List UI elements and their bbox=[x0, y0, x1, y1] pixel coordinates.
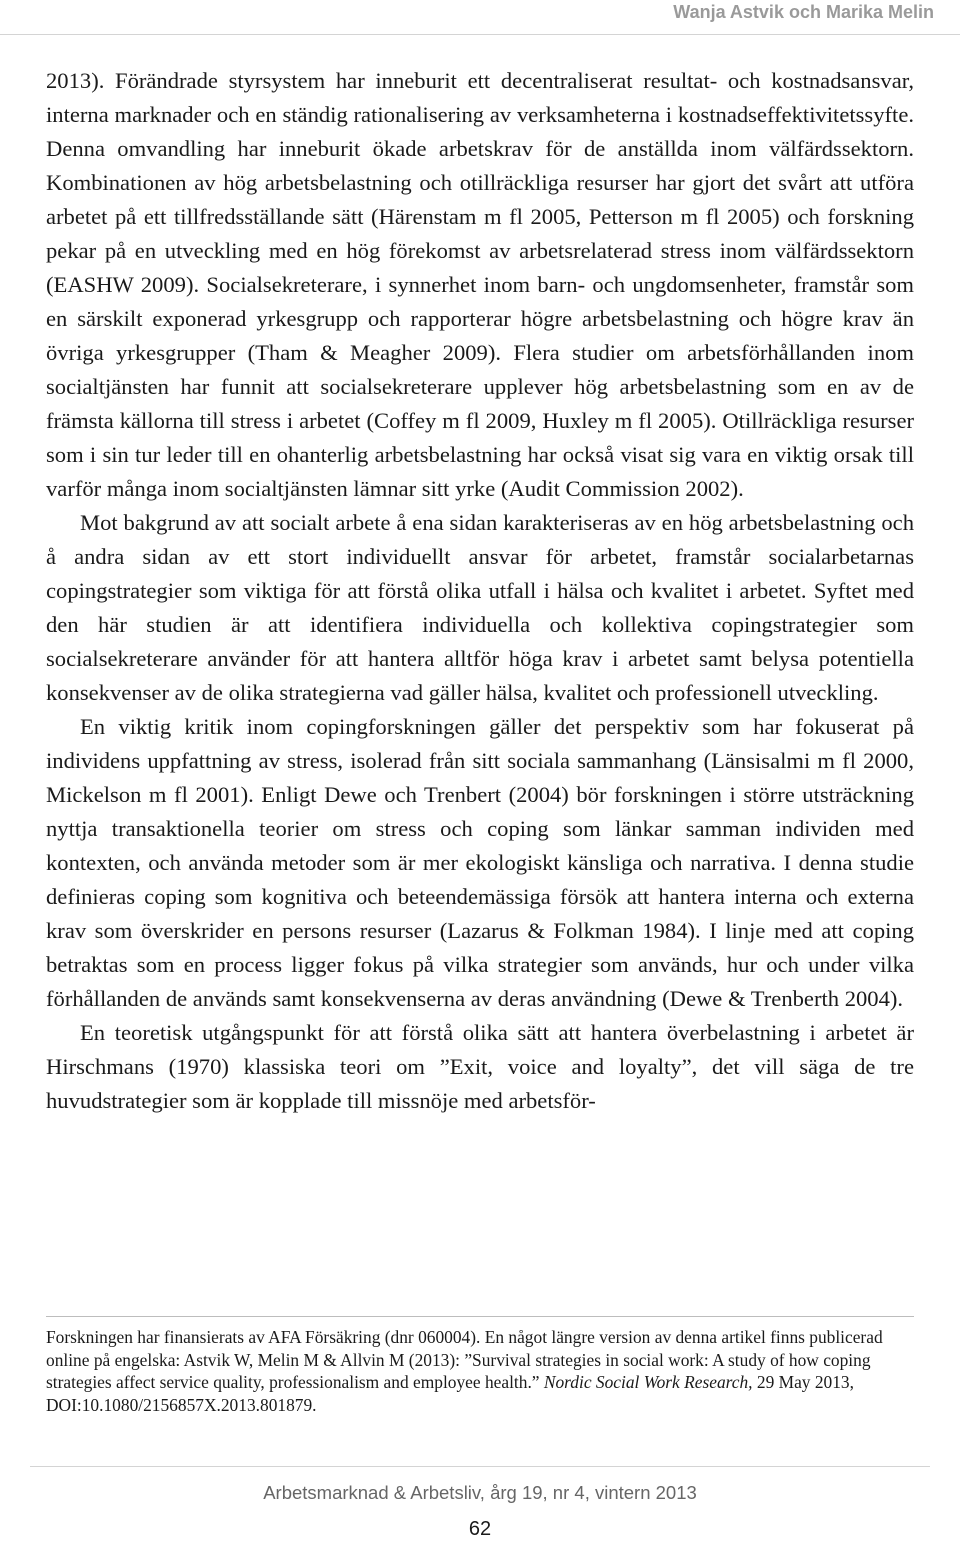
footnote-citation: 29 May 2013, DOI:10.1080/2156857X.2013.801879. bbox=[46, 1372, 854, 1415]
page-number: 62 bbox=[468, 1518, 492, 1540]
running-head bbox=[0, 0, 960, 35]
footnote-journal-title: Nordic Social Work Research, bbox=[543, 1372, 753, 1392]
paragraph-3: En viktig kritik inom copingforskningen gäller det perspektiv som har fokuserat på individens uppfattning av stress, isolerad från sitt sociala sammanhang (Länsisalmi m fl 2000, Mickelson m fl 2001). Enligt Dewe och Trenbert (2004) bör forskningen i större utsträckning nyttja transaktionella teorier om stress och coping som länkar samman individen med kontexten, och använda metoder som är mer ekologiskt känsliga och narrativa. I denna studie definieras coping som kognitiva och beteendemässiga försök att hantera interna och externa krav som överskrider en persons resurser (Lazarus & Folkman 1984). I linje med att coping betraktas som en process ligger fokus på vilka strategier som används, hur och under vilka förhållanden de används samt konsekvenserna av deras användning (Dewe & Trenberth 2004). bbox=[46, 714, 914, 1011]
footnote-divider bbox=[46, 1316, 914, 1317]
paragraph-4: En teoretisk utgångspunkt för att förstå olika sätt att hantera överbelastning i arbetet är Hirschmans (1970) klassiska teori om ”Exit, voice and loyalty”, det vill säga de tre huvudstrategier som är kopplade till missnöje med arbetsför- bbox=[46, 1020, 914, 1113]
footnote-text: Forskningen har finansierats av AFA Försäkring (dnr 060004). En något längre version av denna artikel finns publicerad online på engelska: Astvik W, Melin M & Allvin M (2013): ”Survival strategies in social work: A study of how coping strategies affect service quality, professionalism and employee health.” bbox=[46, 1327, 883, 1392]
paragraph-1: 2013). Förändrade styrsystem har inneburit ett decentraliserat resultat- och kostnadsansvar, interna marknader och en ständig rationalisering av verksamheterna i kostnadseffektivitetssyfte. Denna omvandling har inneburit ökade arbetskrav för de anställda inom välfärdssektorn. Kombinationen av hög arbetsbelastning och otillräckliga resurser har gjort det svårt att utföra arbetet på ett tillfredsställande sätt (Härenstam m fl 2005, Petterson m fl 2005) och forskning pekar på en utveckling med en hög förekomst av arbetsrelaterad stress inom välfärdssektorn (EASHW 2009). Socialsekreterare, i synnerhet inom barn- och ungdomsenheter, framstår som en särskilt exponerad yrkesgrupp och rapporterar högre arbetsbelastning och högre krav än övriga yrkesgrupper (Tham & Meagher 2009). Flera studier om arbetsförhållanden inom socialtjänsten har funnit att socialsekreterare upplever hög arbetsbelastning som en av de främsta källorna till stress i arbetet (Coffey m fl 2009, Huxley m fl 2005). Otillräckliga resurser som i sin tur leder till en ohanterlig arbetsbelastning har också visat sig vara en viktig orsak till varför många inom socialtjänsten lämnar sitt yrke (Audit Commission 2002). bbox=[46, 68, 914, 501]
journal-info: Arbetsmarknad & Arbetsliv, årg 19, nr 4, vintern 2013 bbox=[263, 1482, 697, 1503]
running-head-authors: Wanja Astvik och Marika Melin bbox=[673, 2, 934, 22]
body-text bbox=[46, 64, 914, 1118]
footnote bbox=[46, 1326, 914, 1416]
paragraph-2: Mot bakgrund av att socialt arbete å ena sidan karakteriseras av en hög arbetsbelastning och å andra sidan av ett stort individuellt ansvar för arbetet, framstår socialarbetarnas copingstrategier som viktiga för att förstå olika utfall i hälsa och kvalitet i arbetet. Syftet med den här studien är att identifiera individuella och kollektiva copingstrategier som socialsekreterare använder för att hantera alltför höga krav i arbetet samt belysa potentiella konsekvenser av de olika strategierna vad gäller hälsa, kvalitet och professionell utveckling. bbox=[46, 510, 914, 705]
footer-divider bbox=[30, 1466, 930, 1467]
